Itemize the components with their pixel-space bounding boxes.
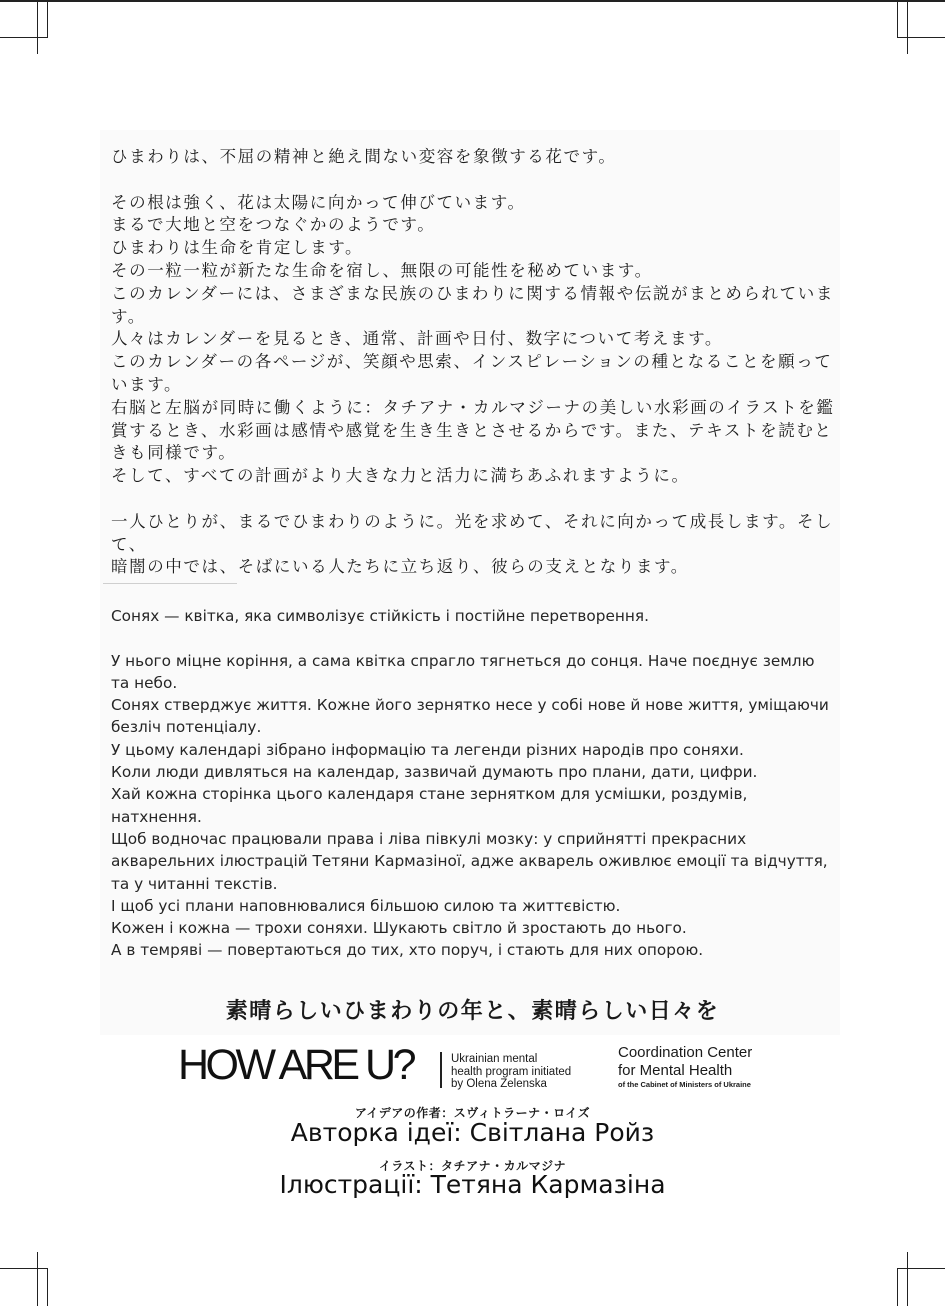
ua-line: натхнення. — [111, 807, 202, 826]
crop-mark-top-right — [907, 0, 908, 54]
ua-line: У цьому календарі зібрано інформацію та легенди різних народів про соняхи. — [111, 740, 744, 759]
crop-mark-top-left — [47, 0, 48, 38]
crop-mark-bottom-right — [907, 1252, 908, 1306]
illustrator-jp: イラスト：タチアナ・カルマジナ — [378, 1159, 567, 1173]
jp-line: まるで大地と空をつなぐかのようです。 — [111, 215, 436, 235]
jp-line: 人々はカレンダーを見るとき、通常、計画や日付、数字について考えます。 — [111, 329, 724, 349]
ua-line: Сонях — квітка, яка символізує стійкість і постійне перетворення. — [111, 607, 649, 625]
crop-mark-bottom-right — [897, 1268, 945, 1269]
ua-line: Хай кожна сторінка цього календаря стане зернятком для усмішки, роздумів, — [111, 785, 748, 804]
logo-subtitle-line: health program initiated — [451, 1065, 572, 1078]
idea-author-ua: Авторка ідеї: Світлана Ройз — [290, 1118, 655, 1147]
jp-line: その根は強く、花は太陽に向かって伸びています。 — [111, 192, 526, 212]
logo-subtitle-line: by Olena Zelenska — [451, 1078, 547, 1090]
jp-line: このカレンダーの各ページが、笑顔や思索、インスピレーションの種となることを願って — [111, 352, 833, 372]
crop-mark-top-right — [897, 0, 898, 38]
jp-line: 賞するとき、水彩画は感情や感覚を生き生きとさせるからです。また、テキストを読むと — [111, 420, 833, 440]
crop-mark-bottom-left — [37, 1252, 38, 1306]
logo-subtitle-line: Ukrainian mental — [451, 1053, 538, 1065]
jp-line: このカレンダーには、さまざまな民族のひまわりに関する情報や伝説がまとめられていま — [111, 283, 834, 303]
crop-mark-top-right — [897, 37, 945, 38]
ua-line: Сонях стверджує життя. Кожне його зернятко несе у собі нове й нове життя, уміщаючи — [111, 696, 829, 715]
crop-mark-bottom-left — [0, 1268, 48, 1269]
illustrator-ua: Ілюстрації: Тетяна Кармазіна — [279, 1170, 666, 1199]
ua-line: А в темряві — повертаються до тих, хто поруч, і стають для них опорою. — [111, 941, 704, 960]
ua-line: Щоб водночас працювали права і ліва півкулі мозку: у сприйнятті прекрасних — [111, 829, 747, 848]
jp-line: ひまわりは、不屈の精神と絶え間ない変容を象徴する花です。 — [111, 147, 617, 166]
ua-line: У нього міцне коріння, а сама квітка спрагло тягнеться до сонця. Наче поєднує землю — [111, 651, 815, 670]
ua-line: та у читанні текстів. — [111, 874, 278, 893]
jp-line: 一人ひとりが、まるでひまわりのように。光を求めて、それに向かって成長します。そして、 — [111, 511, 834, 554]
ua-line: та небо. — [111, 673, 178, 692]
jp-line: 右脳と左脳が同時に働くように：タチアナ・カルマジーナの美しい水彩画のイラストを鑑 — [111, 397, 835, 417]
crop-mark-top-left — [37, 0, 38, 54]
ua-line: безліч потенціалу. — [111, 718, 262, 737]
ukrainian-text-block — [111, 605, 841, 962]
jp-line: います。 — [111, 374, 183, 394]
logo-subtitle — [451, 1053, 571, 1091]
jp-line: ひまわりは生命を肯定します。 — [111, 238, 364, 258]
coordination-line: of the Cabinet of Ministers of Ukraine — [618, 1080, 751, 1089]
ua-line: акварельних ілюстрацій Тетяни Кармазіної, адже акварель оживлює емоції та відчуття, — [111, 852, 828, 871]
slogan: 素晴らしいひまわりの年と、素晴らしい日々を — [225, 999, 720, 1024]
jp-line: す。 — [111, 306, 146, 326]
jp-line: 暗闇の中では、そばにいる人たちに立ち返り、彼らの支えとなります。 — [111, 557, 689, 577]
japanese-text-block — [111, 146, 841, 579]
section-divider — [103, 583, 237, 584]
jp-line: きも同様です。 — [111, 443, 237, 463]
crop-mark-bottom-right — [897, 1268, 898, 1306]
coordination-line: Coordination Center — [618, 1044, 753, 1061]
how-are-u-logo: HOW ARE U? — [178, 1041, 413, 1089]
ua-line: Коли люди дивляться на календар, зазвичай думають про плани, дати, цифри. — [111, 763, 758, 782]
top-border — [0, 0, 945, 2]
idea-author-jp: アイデアの作者：スヴィトラーナ・ロイズ — [354, 1106, 591, 1120]
coordination-center-logo — [618, 1044, 752, 1090]
jp-line: そして、すべての計画がより大きな力と活力に満ちあふれますように。 — [111, 466, 690, 486]
crop-mark-bottom-left — [47, 1268, 48, 1306]
logo-divider — [440, 1052, 442, 1088]
ua-line: І щоб усі плани наповнювалися більшою силою та життєвістю. — [111, 896, 621, 915]
coordination-line: for Mental Health — [618, 1062, 733, 1079]
crop-mark-top-left — [0, 37, 48, 38]
jp-line: その一粒一粒が新たな生命を宿し、無限の可能性を秘めています。 — [111, 260, 653, 280]
ua-line: Кожен і кожна — трохи соняхи. Шукають світло й зростають до нього. — [111, 919, 687, 938]
